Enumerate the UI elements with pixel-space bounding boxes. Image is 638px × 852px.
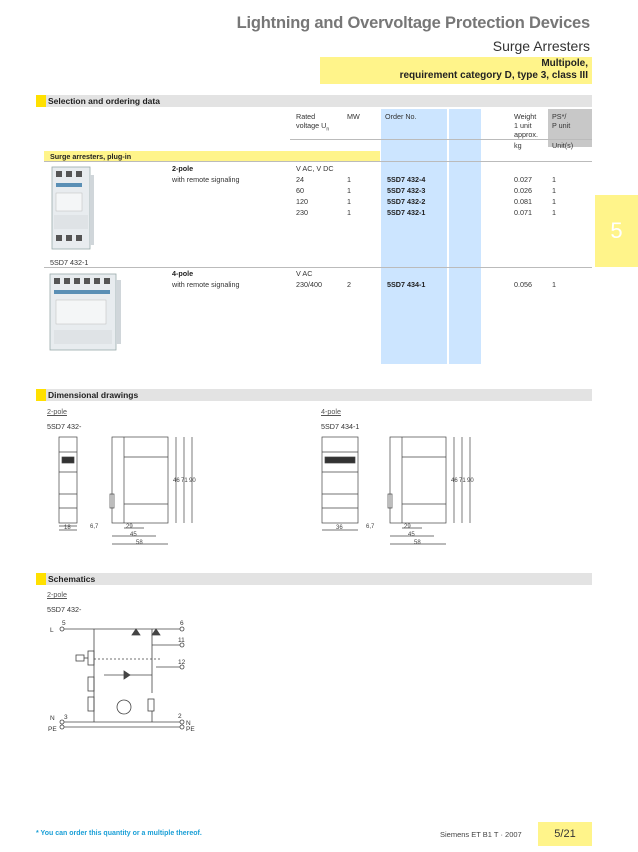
footer-catalog: Siemens ET B1 T · 2007 bbox=[440, 830, 522, 839]
row-voltage: 24 bbox=[296, 175, 304, 184]
row-weight: 0.026 bbox=[514, 186, 532, 195]
schematic-diagram bbox=[44, 615, 204, 737]
banner-line-1: Multipole, bbox=[541, 58, 588, 69]
pole4-desc: with remote signaling bbox=[172, 280, 240, 289]
dim-46: 46 bbox=[451, 478, 458, 484]
dim-71: 71 bbox=[459, 478, 466, 484]
row-weight: 0.081 bbox=[514, 197, 532, 206]
dimension-drawing-2pole bbox=[44, 432, 204, 550]
pole2-voltage-type: V AC, V DC bbox=[296, 164, 334, 173]
image-caption-2pole: 5SD7 432-1 bbox=[50, 258, 89, 267]
header-ps: PS*/ bbox=[552, 112, 567, 121]
page-title: Lightning and Overvoltage Protection Devices bbox=[236, 14, 590, 32]
order-column-bg-2 bbox=[449, 109, 481, 364]
dim-90: 90 bbox=[189, 478, 196, 484]
header-weight: Weight bbox=[514, 112, 537, 121]
term-5: 5 bbox=[62, 620, 66, 627]
section-title: Selection and ordering data bbox=[48, 96, 160, 106]
row-voltage: 230/400 bbox=[296, 280, 322, 289]
row-divider bbox=[44, 267, 592, 268]
header-order: Order No. bbox=[385, 112, 417, 121]
header-rated-voltage bbox=[296, 121, 329, 132]
pole4-voltage-type: V AC bbox=[296, 269, 313, 278]
header-ps-unit: P unit bbox=[552, 121, 571, 130]
order-number-link[interactable]: 5SD7 432-4 bbox=[387, 175, 426, 184]
row-weight: 0.071 bbox=[514, 208, 532, 217]
header-mw: MW bbox=[347, 112, 360, 121]
pole2-label: 2-pole bbox=[172, 164, 194, 173]
term-L: L bbox=[50, 627, 54, 634]
group-divider bbox=[44, 161, 592, 162]
row-mw: 1 bbox=[347, 208, 351, 217]
page-subtitle: Surge Arresters bbox=[492, 38, 590, 54]
pole2-desc: with remote signaling bbox=[172, 175, 240, 184]
dim-gap: 6,7 bbox=[90, 524, 99, 530]
section-schematics-header bbox=[36, 573, 592, 585]
header-kg: kg bbox=[514, 141, 522, 150]
pole4-label: 4-pole bbox=[172, 269, 194, 278]
header-divider bbox=[290, 139, 592, 140]
section-title: Dimensional drawings bbox=[48, 390, 139, 400]
product-image-2pole bbox=[48, 163, 96, 255]
section-marker bbox=[36, 389, 46, 401]
row-ps: 1 bbox=[552, 208, 556, 217]
row-mw: 1 bbox=[347, 197, 351, 206]
row-voltage: 60 bbox=[296, 186, 304, 195]
order-number-link[interactable]: 5SD7 432-3 bbox=[387, 186, 426, 195]
section-drawings-header bbox=[36, 389, 592, 401]
drawing-right-title: 4-pole bbox=[321, 407, 341, 416]
section-title: Schematics bbox=[48, 574, 96, 584]
term-11: 11 bbox=[178, 637, 185, 644]
drawing-right-model: 5SD7 434-1 bbox=[321, 422, 360, 431]
dim-58: 58 bbox=[136, 540, 143, 546]
header-voltage-sub: n bbox=[326, 126, 330, 133]
term-12: 12 bbox=[178, 659, 186, 666]
row-mw: 1 bbox=[347, 175, 351, 184]
row-ps: 1 bbox=[552, 280, 556, 289]
section-marker bbox=[36, 95, 46, 107]
order-column-bg bbox=[381, 109, 447, 364]
dim-45: 45 bbox=[130, 532, 137, 538]
header-rated: Rated bbox=[296, 112, 316, 121]
footer-note: * You can order this quantity or a multiple thereof. bbox=[36, 830, 202, 837]
row-ps: 1 bbox=[552, 175, 556, 184]
row-voltage: 230 bbox=[296, 208, 308, 217]
section-marker bbox=[36, 573, 46, 585]
term-N: N bbox=[50, 715, 55, 722]
order-number-link[interactable]: 5SD7 434-1 bbox=[387, 280, 426, 289]
dim-45: 45 bbox=[408, 532, 415, 538]
schematic-title: 2-pole bbox=[47, 590, 67, 599]
row-mw: 2 bbox=[347, 280, 351, 289]
dim-gap: 6,7 bbox=[366, 524, 375, 530]
page-number: 5/21 bbox=[538, 822, 592, 846]
dim-29: 29 bbox=[126, 524, 133, 530]
drawing-left-model: 5SD7 432- bbox=[47, 422, 82, 431]
order-number-link[interactable]: 5SD7 432-2 bbox=[387, 197, 426, 206]
schematic-model: 5SD7 432- bbox=[47, 605, 82, 614]
banner-line-2: requirement category D, type 3, class III bbox=[399, 70, 588, 81]
section-selection-header bbox=[36, 95, 592, 107]
product-image-4pole bbox=[46, 270, 126, 354]
term-N-right: N bbox=[186, 720, 191, 727]
row-weight: 0.027 bbox=[514, 175, 532, 184]
dim-58: 58 bbox=[414, 540, 421, 546]
row-mw: 1 bbox=[347, 186, 351, 195]
chapter-tab[interactable]: 5 bbox=[595, 195, 638, 267]
term-PE-right: PE bbox=[186, 726, 195, 733]
dim-90: 90 bbox=[467, 478, 474, 484]
row-weight: 0.056 bbox=[514, 280, 532, 289]
dim-29: 29 bbox=[404, 524, 411, 530]
dim-width: 36 bbox=[336, 525, 343, 531]
drawing-left-title: 2-pole bbox=[47, 407, 67, 416]
header-weight-approx: approx. bbox=[514, 130, 538, 139]
term-2: 2 bbox=[178, 713, 182, 720]
dim-71: 71 bbox=[181, 478, 188, 484]
term-6: 6 bbox=[180, 620, 184, 627]
term-3: 3 bbox=[64, 714, 68, 721]
row-voltage: 120 bbox=[296, 197, 308, 206]
dim-46: 46 bbox=[173, 478, 180, 484]
header-weight-unit-line: 1 unit bbox=[514, 121, 532, 130]
dimension-drawing-4pole bbox=[316, 432, 492, 550]
header-units: Unit(s) bbox=[552, 141, 574, 150]
term-PE: PE bbox=[48, 726, 57, 733]
order-number-link[interactable]: 5SD7 432-1 bbox=[387, 208, 426, 217]
row-ps: 1 bbox=[552, 186, 556, 195]
dim-width: 18 bbox=[64, 525, 71, 531]
header-voltage-text: voltage U bbox=[296, 121, 327, 130]
group-label: Surge arresters, plug-in bbox=[50, 152, 132, 161]
row-ps: 1 bbox=[552, 197, 556, 206]
